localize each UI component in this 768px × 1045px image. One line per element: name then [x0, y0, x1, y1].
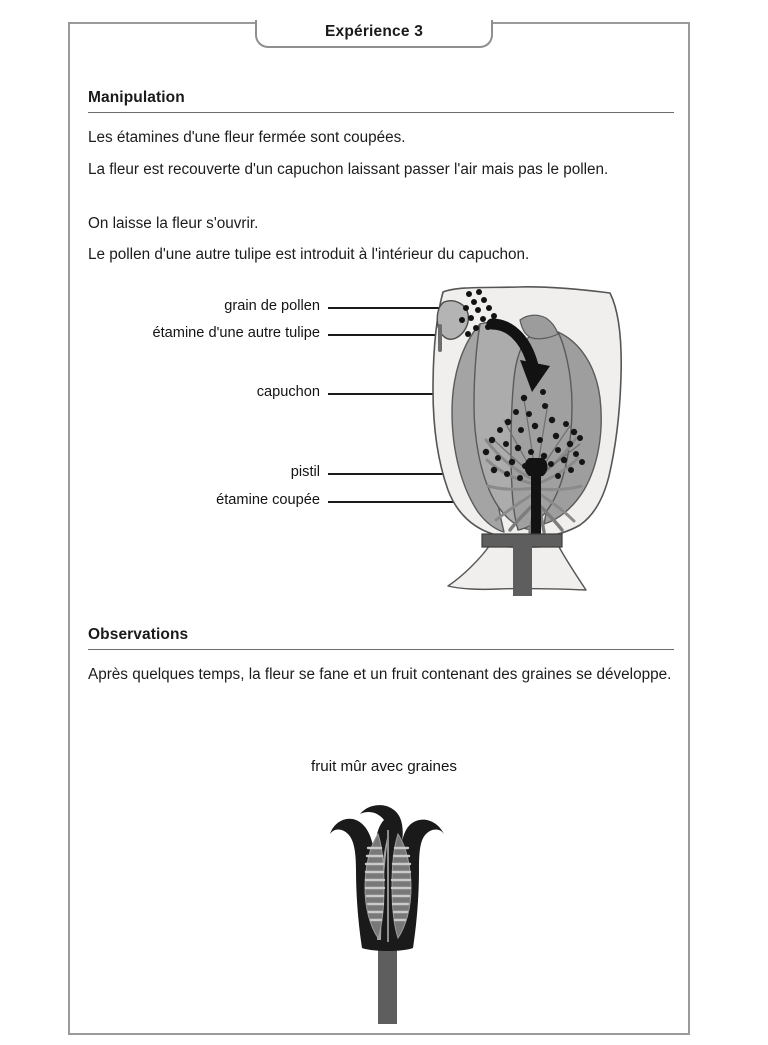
manipulation-paragraph-2: La fleur est recouverte d'un capuchon laissant passer l'air mais pas le pollen. [88, 161, 609, 178]
label-grain-de-pollen: grain de pollen [224, 298, 320, 314]
section-rule-observations [88, 649, 674, 650]
manipulation-paragraph-4: Le pollen d'une autre tulipe est introduit à l'intérieur du capuchon. [88, 246, 530, 263]
flower-stem [513, 538, 532, 596]
pistil-style [531, 474, 541, 536]
label-pistil: pistil [290, 464, 320, 480]
section-heading-observations: Observations [88, 626, 189, 643]
label-etamine-autre-tulipe: étamine d'une autre tulipe [152, 325, 320, 341]
observations-paragraph-1: Après quelques temps, la fleur se fane et un fruit contenant des graines se développe. [88, 666, 672, 683]
figure-fruit-caption: fruit mûr avec graines [310, 758, 458, 775]
ripe-fruit-illustration [318, 790, 458, 1026]
label-etamine-coupee: étamine coupée [216, 492, 320, 508]
section-heading-manipulation: Manipulation [88, 89, 185, 106]
manipulation-paragraph-1: Les étamines d'une fleur fermée sont coupées. [88, 129, 406, 146]
figure-tulipe-sous-capuchon [88, 280, 674, 605]
figure-fruit-mur [318, 790, 458, 1026]
pistil-stigma [525, 458, 548, 476]
label-capuchon: capuchon [256, 384, 320, 400]
manipulation-paragraph-3: On laisse la fleur s'ouvrir. [88, 215, 259, 232]
page-title: Expérience 3 [324, 23, 424, 40]
fruit-stem [378, 942, 397, 1024]
section-rule-manipulation [88, 112, 674, 113]
tulip-hood-illustration [88, 280, 674, 605]
experiment-title-tab [255, 20, 493, 48]
